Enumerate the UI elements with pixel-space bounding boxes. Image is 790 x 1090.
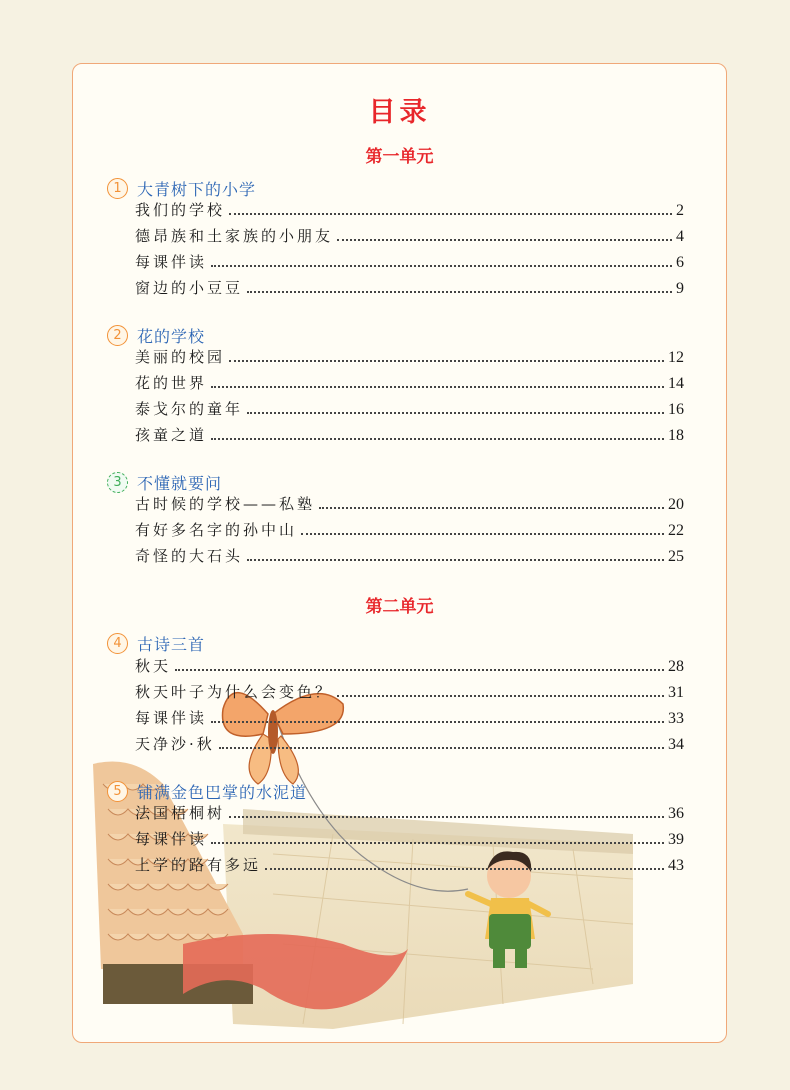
page-number: 33 — [668, 710, 684, 727]
dot-leader — [229, 213, 672, 215]
toc-page — [72, 63, 727, 1043]
unit-heading: 第二单元 — [365, 597, 434, 617]
section-title: 花的学校 — [137, 327, 206, 346]
dot-leader — [301, 533, 664, 535]
entry-title: 孩童之道 — [135, 426, 208, 444]
toc-entry[interactable] — [135, 369, 684, 393]
page-number: 2 — [676, 202, 684, 219]
page-number: 22 — [668, 522, 684, 539]
toc-title: 目录 — [368, 97, 431, 128]
entry-title: 每课伴读 — [135, 830, 208, 848]
toc-entry[interactable] — [135, 825, 684, 849]
toc-entry[interactable] — [135, 730, 684, 754]
entry-title: 美丽的校园 — [135, 348, 226, 366]
dot-leader — [175, 669, 664, 671]
entry-title: 奇怪的大石头 — [135, 547, 244, 565]
section-number-badge: 3 — [107, 472, 128, 493]
entry-title: 有好多名字的孙中山 — [135, 521, 298, 539]
section-title: 不懂就要问 — [137, 474, 223, 493]
entry-title: 古时候的学校——私塾 — [135, 495, 316, 513]
toc-entry[interactable] — [135, 395, 684, 419]
entry-title: 泰戈尔的童年 — [135, 400, 244, 418]
section-number-badge: 2 — [107, 325, 128, 346]
page-number: 18 — [668, 427, 684, 444]
toc-entry[interactable] — [135, 421, 684, 445]
toc-entry[interactable] — [135, 248, 684, 272]
dot-leader — [247, 412, 664, 414]
section-number-badge: 1 — [107, 178, 128, 199]
dot-leader — [211, 265, 672, 267]
toc-entry[interactable] — [135, 851, 684, 875]
entry-title: 秋天 — [135, 657, 172, 675]
entry-title: 每课伴读 — [135, 253, 208, 271]
entry-title: 德昂族和土家族的小朋友 — [135, 227, 334, 245]
section-title: 铺满金色巴掌的水泥道 — [137, 783, 308, 802]
page-number: 12 — [668, 349, 684, 366]
entry-title: 秋天叶子为什么会变色？ — [135, 683, 334, 701]
entry-title: 每课伴读 — [135, 709, 208, 727]
toc-entry[interactable] — [135, 678, 684, 702]
section-title: 大青树下的小学 — [137, 180, 257, 199]
toc-entry[interactable] — [135, 196, 684, 220]
dot-leader — [219, 747, 664, 749]
dot-leader — [211, 386, 664, 388]
page-number: 31 — [668, 684, 684, 701]
toc-entry[interactable] — [135, 542, 684, 566]
page-number: 20 — [668, 496, 684, 513]
page-number: 25 — [668, 548, 684, 565]
dot-leader — [319, 507, 664, 509]
toc-entry[interactable] — [135, 274, 684, 298]
entry-title: 法国梧桐树 — [135, 804, 226, 822]
toc-entry[interactable] — [135, 490, 684, 514]
toc-entry[interactable] — [135, 222, 684, 246]
dot-leader — [337, 695, 664, 697]
dot-leader — [247, 559, 664, 561]
entry-title: 我们的学校 — [135, 201, 226, 219]
entry-title: 窗边的小豆豆 — [135, 279, 244, 297]
entry-title: 上学的路有多远 — [135, 856, 262, 874]
dot-leader — [247, 291, 672, 293]
dot-leader — [265, 868, 664, 870]
toc-entry[interactable] — [135, 652, 684, 676]
toc-entry[interactable] — [135, 704, 684, 728]
section-number-badge: 5 — [107, 781, 128, 802]
toc-entry[interactable] — [135, 343, 684, 367]
dot-leader — [229, 816, 664, 818]
section-number-badge: 4 — [107, 633, 128, 654]
page-number: 28 — [668, 658, 684, 675]
page-number: 6 — [676, 254, 684, 271]
unit-heading: 第一单元 — [365, 147, 434, 167]
page-number: 4 — [676, 228, 684, 245]
page-number: 14 — [668, 375, 684, 392]
page-number: 43 — [668, 857, 684, 874]
entry-title: 天净沙·秋 — [135, 735, 215, 753]
page-number: 34 — [668, 736, 684, 753]
dot-leader — [211, 842, 664, 844]
dot-leader — [211, 721, 664, 723]
toc-entry[interactable] — [135, 799, 684, 823]
toc-entry[interactable] — [135, 516, 684, 540]
section-title: 古诗三首 — [137, 635, 206, 654]
entry-title: 花的世界 — [135, 374, 208, 392]
dot-leader — [229, 360, 664, 362]
dot-leader — [211, 438, 664, 440]
page-number: 16 — [668, 401, 684, 418]
page-number: 36 — [668, 805, 684, 822]
page-number: 39 — [668, 831, 684, 848]
dot-leader — [337, 239, 672, 241]
page-number: 9 — [676, 280, 684, 297]
